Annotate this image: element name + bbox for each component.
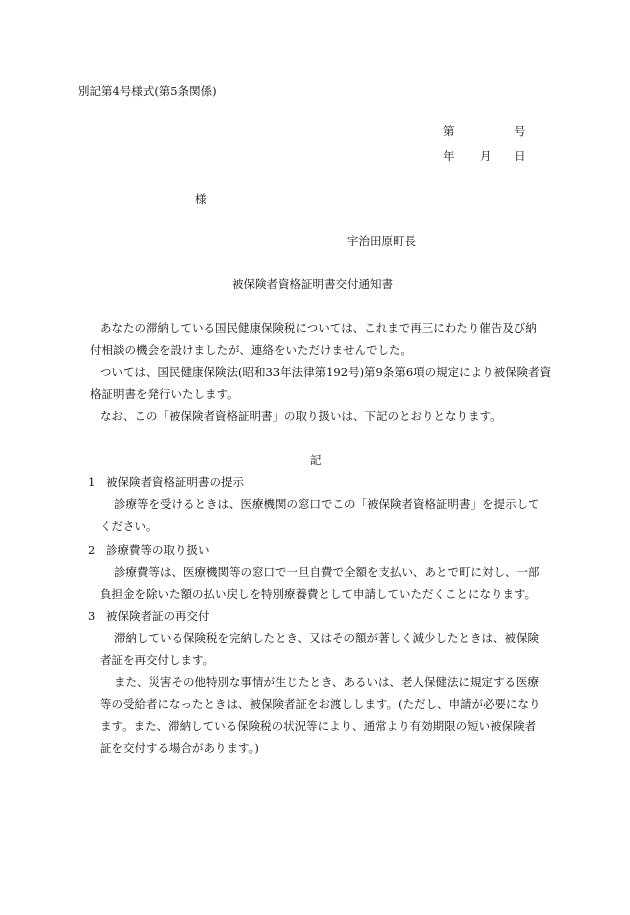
- date-day: 日: [514, 149, 526, 163]
- section-heading: 被保険者資格証明書の提示: [106, 475, 244, 489]
- section-line: 証を交付する場合があります。): [100, 741, 259, 755]
- intro-line: 付相談の機会を設けましたが、連絡をいただけませんでした。: [90, 343, 412, 357]
- intro-line: 格証明書を発行いたします。: [90, 387, 239, 401]
- section-line: 診療費等は、医療機関等の窓口で一旦自費で全額を支払い、あとで町に対し、一部: [114, 565, 540, 579]
- section-line: ます。また、滞納している保険税の状況等により、通常より有効期限の短い被保険者: [100, 719, 537, 733]
- section-number: 1: [88, 475, 96, 489]
- sender: 宇治田原町長: [347, 234, 416, 248]
- section-line: 者証を再交付します。: [100, 653, 215, 667]
- section-line: 診療等を受けるときは、医療機関の窓口でこの「被保険者資格証明書」を提示して: [114, 497, 540, 511]
- date-year: 年: [443, 149, 455, 163]
- section-line: また、災害その他特別な事情が生じたとき、あるいは、老人保健法に規定する医療: [114, 675, 540, 689]
- section-number: 3: [88, 609, 96, 623]
- recipient-suffix: 様: [195, 192, 207, 206]
- number-prefix: 第: [443, 124, 455, 138]
- number-suffix: 号: [514, 124, 526, 138]
- section-line: 滞納している保険税を完納したとき、又はその額が著しく減少したときは、被保険: [114, 631, 540, 645]
- section-line: 等の受給者になったときは、被保険者証をお渡しします。(ただし、申請が必要になり: [100, 697, 541, 711]
- intro-line: なお、この「被保険者資格証明書」の取り扱いは、下記のとおりとなります。: [100, 409, 502, 423]
- section-line: 負担金を除いた額の払い戻しを特別療養費として申請していただくことになります。: [100, 587, 537, 601]
- intro-line: あなたの滞納している国民健康保険税については、これまで再三にわたり催告及び納: [100, 321, 537, 335]
- section-number: 2: [88, 543, 96, 557]
- date-month: 月: [480, 149, 492, 163]
- section-line: ください。: [100, 519, 158, 533]
- ki-marker: 記: [310, 453, 322, 467]
- intro-line: ついては、国民健康保険法(昭和33年法律第192号)第9条第6項の規定により被保険者資: [100, 365, 552, 379]
- form-id: 別記第4号様式(第5条関係): [78, 84, 217, 98]
- section-heading: 被保険者証の再交付: [106, 609, 210, 623]
- section-heading: 診療費等の取り扱い: [106, 543, 210, 557]
- document-title: 被保険者資格証明書交付通知書: [232, 277, 393, 291]
